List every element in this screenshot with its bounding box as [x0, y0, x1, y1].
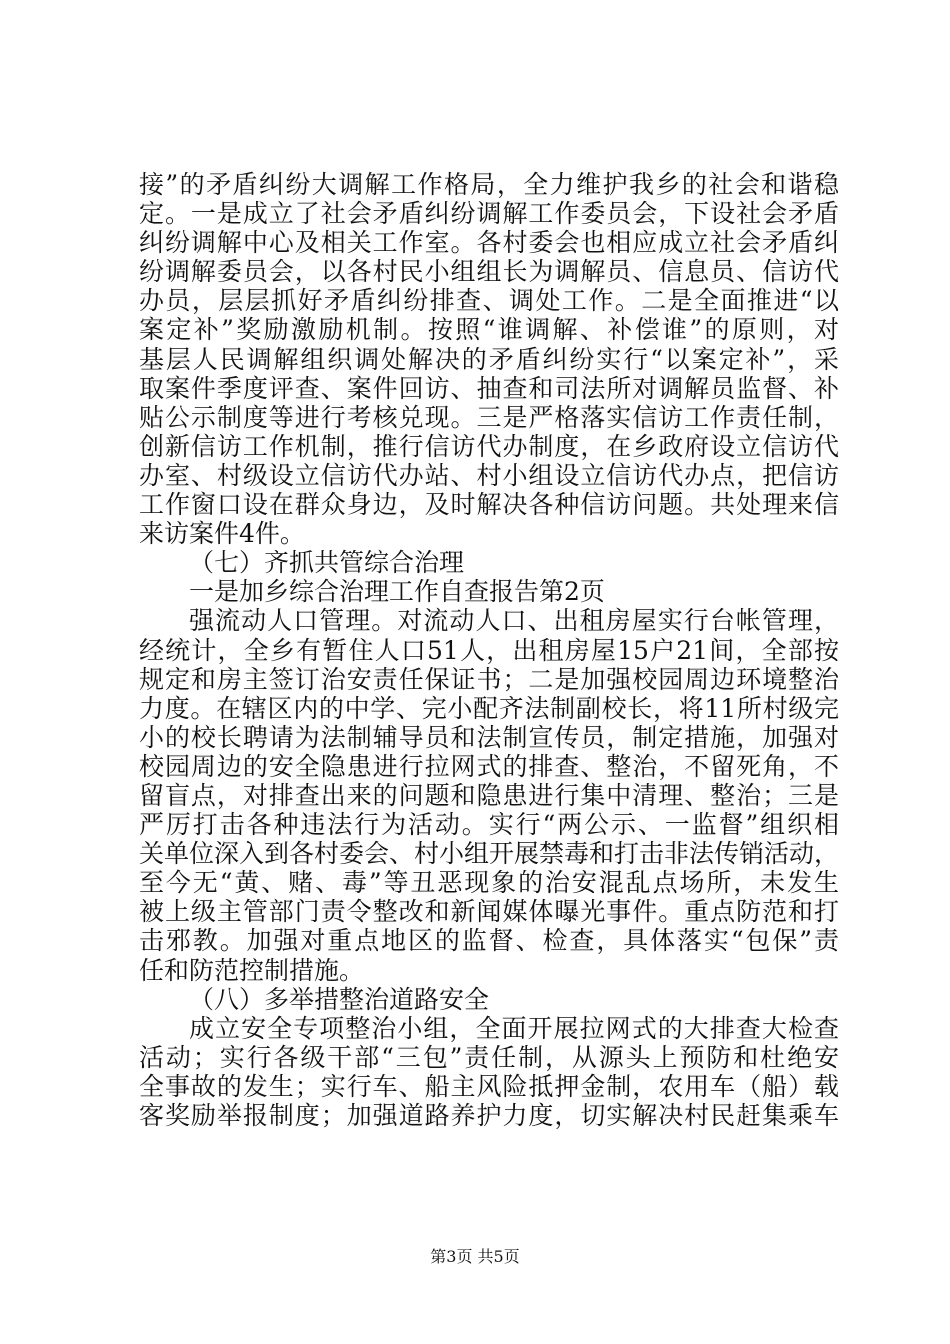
text-line: 严厉打击各种违法行为活动。实行“两公示、一监督”组织相	[139, 810, 839, 840]
text-line: 被上级主管部门责令整改和新闻媒体曝光事件。重点防范和打	[139, 897, 839, 927]
text-line: 工作窗口设在群众身边，及时解决各种信访问题。共处理来信	[139, 490, 839, 520]
section-heading-7: （七）齐抓共管综合治理	[189, 548, 465, 578]
document-body	[139, 170, 839, 1130]
text-line: 校园周边的安全隐患进行拉网式的排查、整治，不留死角，不	[139, 751, 839, 781]
text-line: 创新信访工作机制，推行信访代办制度，在乡政府设立信访代	[139, 431, 839, 461]
text-line: 基层人民调解组织调处解决的矛盾纠纷实行“以案定补”，采	[139, 344, 839, 374]
text-line-last: 任和防范控制措施。	[139, 955, 365, 985]
text-line: 办员，层层抓好矛盾纠纷排查、调处工作。二是全面推进“以	[139, 286, 839, 316]
text-line: 经统计，全乡有暂住人口51人，出租房屋15户21间，全部按	[139, 635, 839, 665]
text-line: 接”的矛盾纠纷大调解工作格局，全力维护我乡的社会和谐稳	[139, 170, 839, 199]
text-line: 纠纷调解中心及相关工作室。各村委会也相应成立社会矛盾纠	[139, 228, 839, 258]
text-line: 小的校长聘请为法制辅导员和法制宣传员，制定措施，加强对	[139, 722, 839, 752]
text-line: 案定补”奖励激励机制。按照“谁调解、补偿谁”的原则，对	[139, 315, 839, 345]
text-line: 留盲点，对排查出来的问题和隐患进行集中清理、整治；三是	[139, 780, 839, 810]
text-line: 全事故的发生；实行车、船主风险抵押金制，农用车（船）载	[139, 1071, 839, 1101]
paragraph-road-safety	[139, 1014, 839, 1130]
text-line: 贴公示制度等进行考核兑现。三是严格落实信访工作责任制，	[139, 402, 839, 432]
text-line: 取案件季度评查、案件回访、抽查和司法所对调解员监督、补	[139, 373, 839, 403]
paragraph-mediation	[139, 170, 839, 548]
text-line: 规定和房主签订治安责任保证书；二是加强校园周边环境整治	[139, 664, 839, 694]
text-line: 至今无“黄、赌、毒”等丑恶现象的治安混乱点场所，未发生	[139, 868, 839, 898]
page-number: 第3页 共5页	[430, 1247, 520, 1266]
text-line: 定。一是成立了社会矛盾纠纷调解工作委员会，下设社会矛盾	[139, 199, 839, 229]
text-line: 击邪教。加强对重点地区的监督、检查，具体落实“包保”责	[139, 926, 839, 956]
text-line-last: 来访案件4件。	[139, 519, 305, 549]
text-line: 活动；实行各级干部“三包”责任制，从源头上预防和杜绝安	[139, 1042, 839, 1072]
paragraph-comprehensive-governance	[139, 606, 839, 984]
page-footer	[0, 1244, 950, 1267]
text-line: 纷调解委员会，以各村民小组组长为调解员、信息员、信访代	[139, 257, 839, 287]
text-line: 客奖励举报制度；加强道路养护力度，切实解决村民赶集乘车	[139, 1101, 839, 1130]
text-line: 强流动人口管理。对流动人口、出租房屋实行台帐管理，	[189, 606, 839, 636]
text-line: 成立安全专项整治小组，全面开展拉网式的大排查大检查	[189, 1013, 839, 1043]
section-heading-8: （八）多举措整治道路安全	[189, 984, 490, 1014]
text-line: 力度。在辖区内的中学、完小配齐法制副校长，将11所村级完	[139, 693, 839, 723]
text-line: 办室、村级设立信访代办站、村小组设立信访代办点，把信访	[139, 460, 839, 490]
paragraph-intro-line: 一是加乡综合治理工作自查报告第2页	[189, 577, 605, 607]
text-line: 关单位深入到各村委会、村小组开展禁毒和打击非法传销活动，	[139, 839, 840, 869]
